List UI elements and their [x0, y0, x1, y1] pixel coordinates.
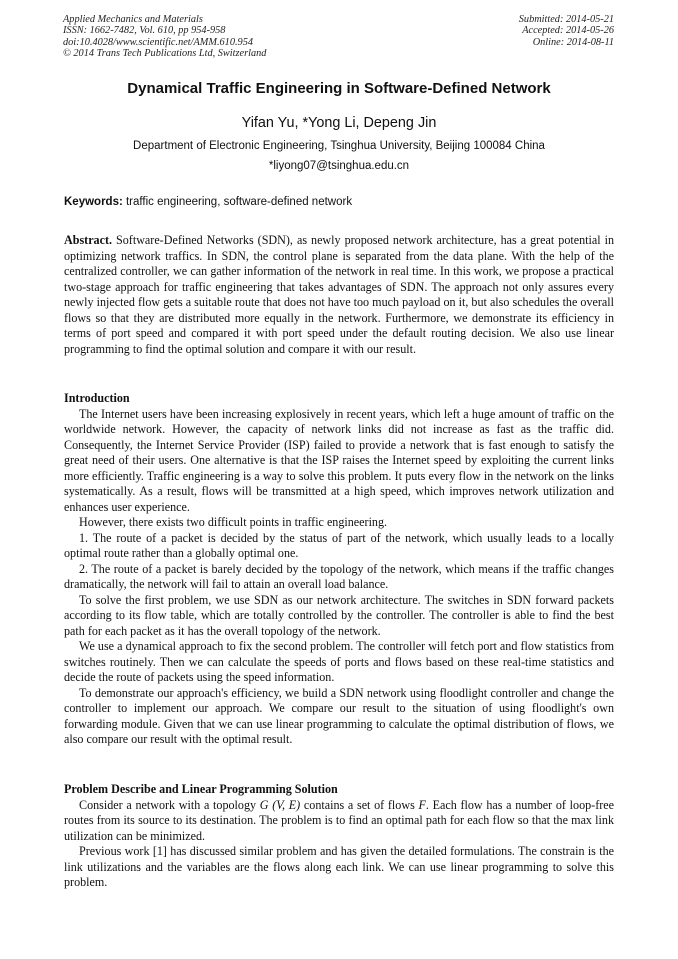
- intro-list-item: 1. The route of a packet is decided by the status of part of the network, which usually leads to a locally optimal route rather than a globally optimal one.: [64, 530, 614, 560]
- online-date: Online: 2014-08-11: [532, 36, 614, 48]
- paper-title: Dynamical Traffic Engineering in Software-Defined Network: [127, 80, 551, 97]
- problem-text: contains a set of flows: [300, 797, 419, 812]
- graph-symbol: G (V, E): [259, 797, 301, 812]
- abstract-text: Software-Defined Networks (SDN), as newly proposed network architecture, has a great potential in optimizing network traffics. In SDN, the control plane is separated from the data plane. With the help of the centralized controller, we can gather information of the network in real time. In this work, we propose a practical two-stage approach for traffic engineering that takes advantages of SDN. The approach not only assures every newly injected flow gets a suitable route that does not have too much payload on it, but also schedules the overall flows so that they are distributed more equally in the network. Furthermore, we demonstrate its efficiency in terms of port speed and compared it with port speed under the default routing decision. We also use linear programming to find the optimal solution and compare it with our result.: [64, 233, 614, 356]
- introduction-heading: Introduction: [64, 391, 130, 405]
- problem-paragraph: Previous work [1] has discussed similar problem and has given the detailed formulations. The constrain is the link utilizations and the variables are the flows along each link. We can use linear programming to solve this problem.: [64, 844, 614, 889]
- submitted-date: Submitted: 2014-05-21: [518, 14, 614, 25]
- issn-line: ISSN: 1662-7482, Vol. 610, pp 954-958: [63, 25, 226, 37]
- author-email[interactable]: *liyong07@tsinghua.edu.cn: [268, 160, 410, 172]
- introduction-section: [64, 391, 614, 748]
- intro-paragraph: We use a dynamical approach to fix the second problem. The controller will fetch port and flow statistics from switches routinely. Then we can calculate the speeds of ports and flows based on these real-time statistics and decide the route of packets using the speed information.: [64, 639, 614, 684]
- problem-text: . Each flow has a number of loop-free routes from its source to its destination. The problem is to find an optimal path for each flow so that the max link utilization can be minimized.: [64, 797, 614, 843]
- dates-info: [519, 14, 614, 48]
- intro-paragraph: To solve the first problem, we use SDN as our network architecture. The switches in SDN forward packets according to its flow table, which are totally controlled by the controller. The controller is able to find the best path for each packet as it has the overall topology of the network.: [64, 592, 614, 638]
- keywords: [64, 196, 614, 208]
- problem-section: [64, 782, 614, 891]
- journal-info: [63, 14, 266, 60]
- journal-name: Applied Mechanics and Materials: [63, 14, 203, 25]
- doi-line: doi:10.4028/www.scientific.net/AMM.610.954: [63, 36, 253, 48]
- copyright-line: © 2014 Trans Tech Publications Ltd, Switzerland: [63, 48, 267, 60]
- intro-list-item: 2. The route of a packet is barely decided by the topology of the network, which means if the traffic changes dramatically, the network will fail to attain an overall load balance.: [64, 561, 614, 591]
- affiliation: Department of Electronic Engineering, Tsinghua University, Beijing 100084 China: [133, 140, 545, 152]
- problem-paragraph: [64, 798, 614, 845]
- abstract: [64, 233, 614, 357]
- intro-paragraph: However, there exists two difficult points in traffic engineering.: [79, 515, 388, 529]
- authors: Yifan Yu, *Yong Li, Depeng Jin: [241, 115, 437, 131]
- keywords-text: traffic engineering, software-defined network: [122, 196, 353, 208]
- abstract-label: Abstract.: [64, 233, 113, 247]
- keywords-label: Keywords:: [64, 196, 123, 208]
- problem-heading: Problem Describe and Linear Programming Solution: [64, 782, 338, 796]
- problem-text: Consider a network with a topology: [79, 797, 260, 812]
- intro-paragraph: To demonstrate our approach's efficiency, we build a SDN network using floodlight controller and change the controller to implement our approach. We compare our result to the situation of using floodlight's own forwarding module. Given that we can use linear programming to calculate the optimal distribution of flows, we also compare our result with the optimal result.: [64, 685, 614, 746]
- accepted-date: Accepted: 2014-05-26: [522, 25, 614, 37]
- intro-paragraph: The Internet users have been increasing explosively in recent years, which left a huge amount of traffic on the worldwide network. However, the capacity of network links did not increase as fast as the traffic did. Consequently, the Internet Service Provider (ISP) failed to provide a network that is fast enough to satisfy the great need of their users. One alternative is that the ISP raises the Internet speed by exploiting the current links more efficiently. Traffic engineering is a way to solve this problem. It puts every flow in the network on the links systematically. As a result, flows will be transmitted at a high speed, which improves network utilization and enhances user experience.: [64, 406, 614, 514]
- flow-set-symbol: F: [418, 797, 426, 812]
